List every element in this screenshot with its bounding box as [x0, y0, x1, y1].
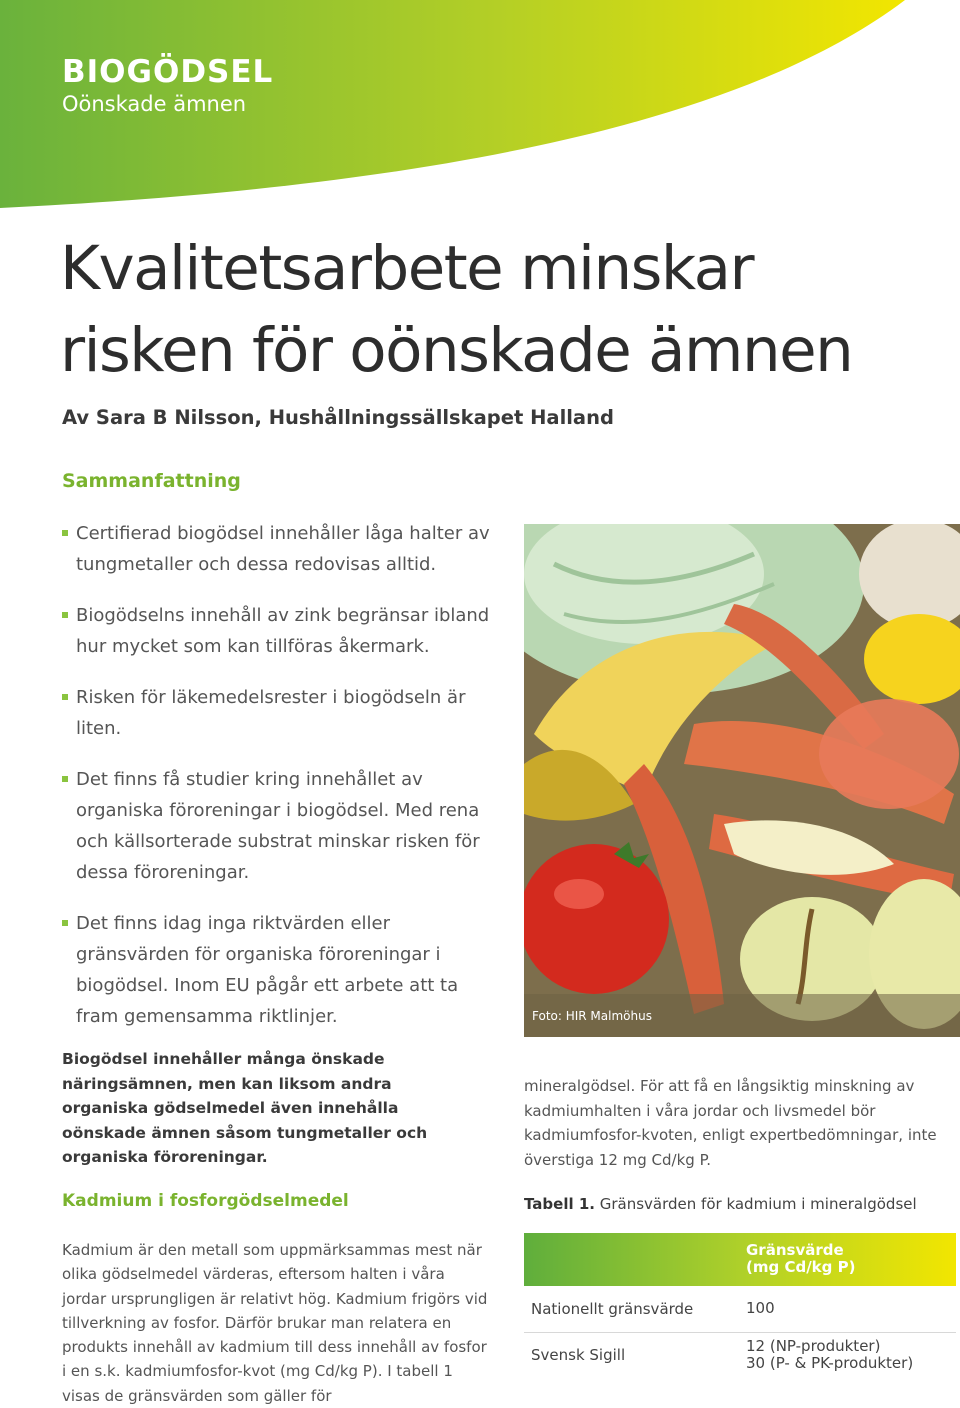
photo-credit: Foto: HIR Malmöhus — [532, 1009, 652, 1023]
summary-list — [62, 518, 502, 1052]
table-caption-text: Gränsvärden för kadmium i mineralgödsel — [594, 1195, 917, 1213]
table-header-line-2: (mg Cd/kg P) — [746, 1258, 856, 1276]
table-header-row — [524, 1233, 956, 1286]
table-cell-value-line-2: 30 (P- & PK-produkter) — [746, 1354, 914, 1372]
table-cell-label: Svensk Sigill — [531, 1346, 626, 1364]
table-header-cell — [746, 1242, 855, 1276]
byline: Av Sara B Nilsson, Hushållningssällskapet Halland — [62, 406, 614, 429]
cadmium-body: Kadmium är den metall som uppmärksammas mest när olika gödselmedel värderas, eftersom halten i våra jordar ursprungligen är relativt hög. Kadmium frigörs vid tillverkning av fosfor. Därför brukar man relatera en produkts innehåll av kadmium till dess innehåll av fosfor i en s.k. kadmiumfosfor-kvot (mg Cd/kg P). I tabell 1 visas de gränsvärden som gäller för — [62, 1241, 488, 1405]
summary-item: Det finns få studier kring innehållet av organiska föroreningar i biogödsel. Med rena och källsorterade substrat minskar risken för dessa föroreningar. — [62, 764, 502, 888]
summary-item: Biogödselns innehåll av zink begränsar ibland hur mycket som kan tillföras åkermark. — [62, 600, 502, 662]
title-line-2: risken för oönskade ämnen — [60, 315, 853, 386]
table-cell-value: 100 — [746, 1299, 775, 1317]
page-title — [60, 228, 940, 392]
brand-subtitle: Oönskade ämnen — [62, 92, 247, 116]
table-caption-label: Tabell 1. — [524, 1195, 595, 1213]
title-line-1: Kvalitetsarbete minskar — [60, 233, 754, 304]
table-cell-value-line-1: 12 (NP-produkter) — [746, 1337, 881, 1355]
summary-heading: Sammanfattning — [62, 470, 241, 492]
table-row — [524, 1286, 956, 1333]
column-two-text: mineralgödsel. För att få en långsiktig minskning av kadmiumhalten i våra jordar och livsmedel bör kadmiumfosfor-kvoten, enligt expertbedömningar, inte överstiga 12 mg Cd/kg P. — [524, 1077, 937, 1169]
table-row — [524, 1333, 956, 1375]
table-cell-value — [746, 1338, 913, 1372]
vegetable-photo — [524, 524, 960, 1037]
summary-item: Certifierad biogödsel innehåller låga halter av tungmetaller och dessa redovisas alltid. — [62, 518, 502, 580]
summary-item: Risken för läkemedelsrester i biogödseln är liten. — [62, 682, 502, 744]
limits-table — [524, 1233, 956, 1375]
table-cell-label: Nationellt gränsvärde — [531, 1300, 694, 1318]
table-header-line-1: Gränsvärde — [746, 1241, 844, 1259]
table-caption — [524, 1195, 917, 1213]
summary-item: Det finns idag inga riktvärden eller gränsvärden för organiska föroreningar i biogödsel. Inom EU pågår ett arbete att ta fram gemensamma riktlinjer. — [62, 908, 502, 1032]
cadmium-heading: Kadmium i fosforgödselmedel — [62, 1191, 349, 1211]
lead-paragraph: Biogödsel innehåller många önskade näringsämnen, men kan liksom andra organiska gödselmedel även innehålla oönskade ämnen såsom tungmetaller och organiska föroreningar. — [62, 1050, 428, 1166]
brand-title: BIOGÖDSEL — [62, 54, 274, 90]
